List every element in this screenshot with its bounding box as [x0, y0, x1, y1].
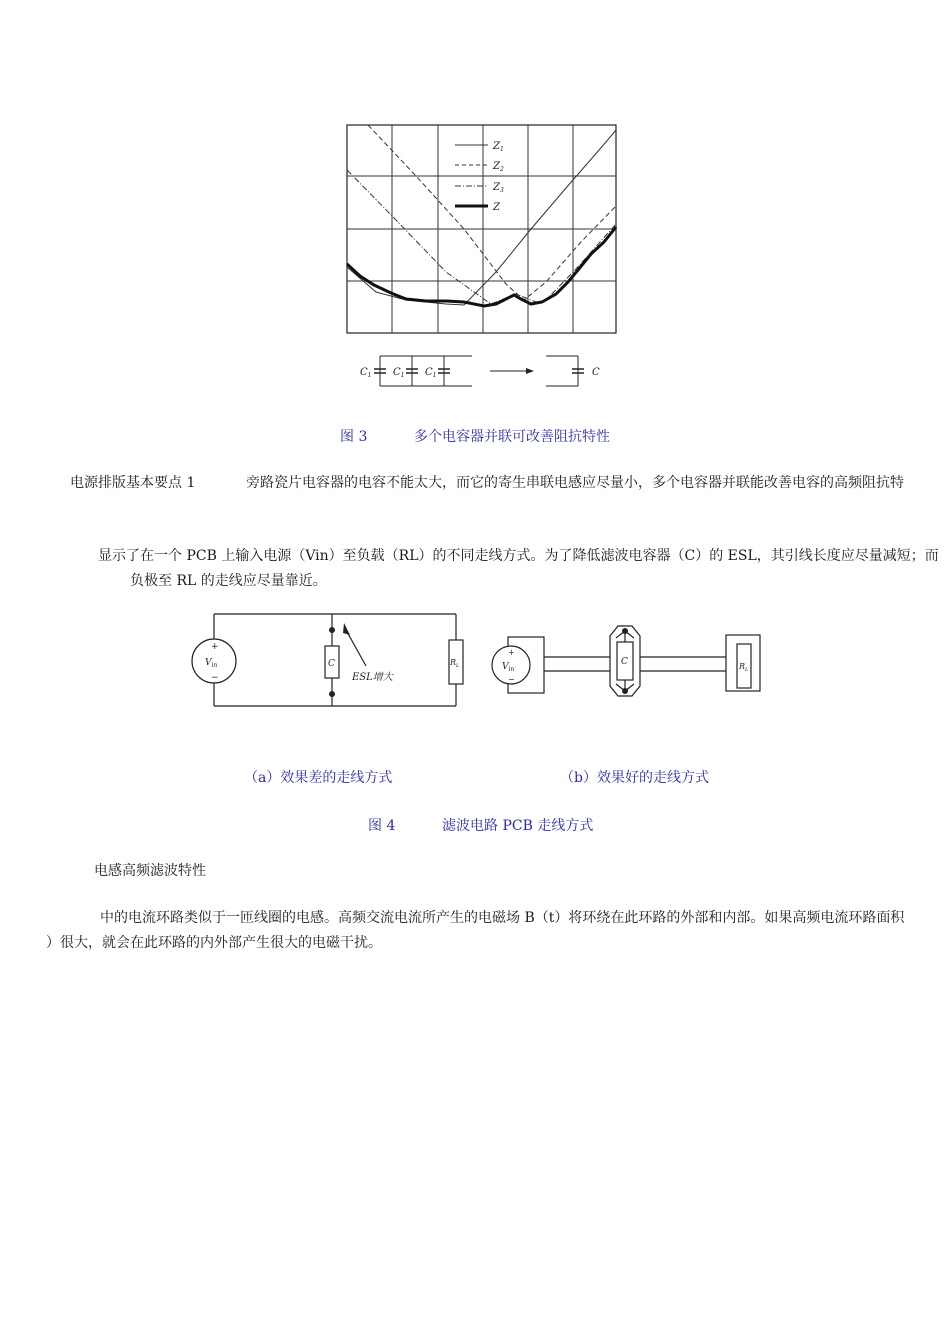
- c-label-a: C: [328, 659, 335, 669]
- cap-label-c: C: [592, 367, 600, 378]
- c-label-b: C: [621, 657, 628, 667]
- esl-arrow-icon: [343, 623, 350, 635]
- fig3-caption-number: 图 3: [340, 429, 368, 445]
- point1-text: 旁路瓷片电容器的电容不能太大，而它的寄生串联电感应尽量小，多个电容器并联能改善电容的高频阻抗特: [246, 475, 904, 491]
- bad-routing-circuit: [186, 610, 478, 712]
- para3-line2: ）很大，就会在此环路的内外部产生很大的电磁干扰。: [46, 935, 382, 951]
- para3-line1: 中的电流环路类似于一匝线圈的电感。高频交流电流所产生的电磁场 B（t）将环绕在此环路的外部和内部。如果高频电流环路面积: [100, 910, 905, 926]
- legend-z: Z: [493, 202, 500, 213]
- svg-text:−: −: [508, 675, 515, 684]
- svg-text:−: −: [211, 673, 219, 683]
- rl-label-b: $R_L$: [739, 662, 749, 673]
- curve-z: [347, 227, 616, 306]
- rl-label-a: $R_L$: [450, 658, 460, 669]
- fig4-subcaption-a: （a）效果差的走线方式: [244, 770, 393, 786]
- point1-label: 电源排版基本要点 1: [70, 475, 196, 491]
- impedance-chart: [346, 124, 618, 336]
- vin-label-a: $V_{in}$: [205, 658, 218, 669]
- section-heading: 电感高频滤波特性: [94, 863, 206, 879]
- legend-z3: $Z_3$: [493, 182, 504, 194]
- esl-label: ESL增大: [352, 672, 393, 683]
- fig4-caption-number: 图 4: [368, 818, 396, 834]
- cap-label-c1-a: $C_1$: [360, 367, 372, 379]
- arrow-icon: [526, 368, 534, 374]
- legend-z2: $Z_2$: [493, 161, 504, 173]
- good-routing-circuit: [486, 624, 766, 700]
- cap-label-c1-b: $C_1$: [393, 367, 405, 379]
- legend-z1: $Z_1$: [493, 141, 504, 153]
- svg-text:+: +: [211, 642, 219, 652]
- fig3-caption-text: 多个电容器并联可改善阻抗特性: [414, 429, 610, 445]
- cap-label-c1-c: $C_1$: [425, 367, 437, 379]
- parallel-capacitor-diagram: [356, 352, 616, 390]
- para2-line1: 显示了在一个 PCB 上输入电源（Vin）至负载（RL）的不同走线方式。为了降低滤波电容器（C）的 ESL，其引线长度应尽量减短；而: [98, 548, 939, 564]
- chart-legend: [455, 141, 504, 213]
- curve-z3: [347, 170, 616, 304]
- curve-z1: [347, 130, 616, 305]
- vin-label-b: $V_{in}$: [502, 662, 515, 673]
- svg-text:+: +: [508, 648, 515, 657]
- fig4-subcaption-b: （b）效果好的走线方式: [560, 770, 709, 786]
- para2-line2: 负极至 RL 的走线应尽量靠近。: [130, 573, 327, 589]
- curve-z2: [368, 125, 616, 300]
- fig4-caption-text: 滤波电路 PCB 走线方式: [442, 818, 594, 834]
